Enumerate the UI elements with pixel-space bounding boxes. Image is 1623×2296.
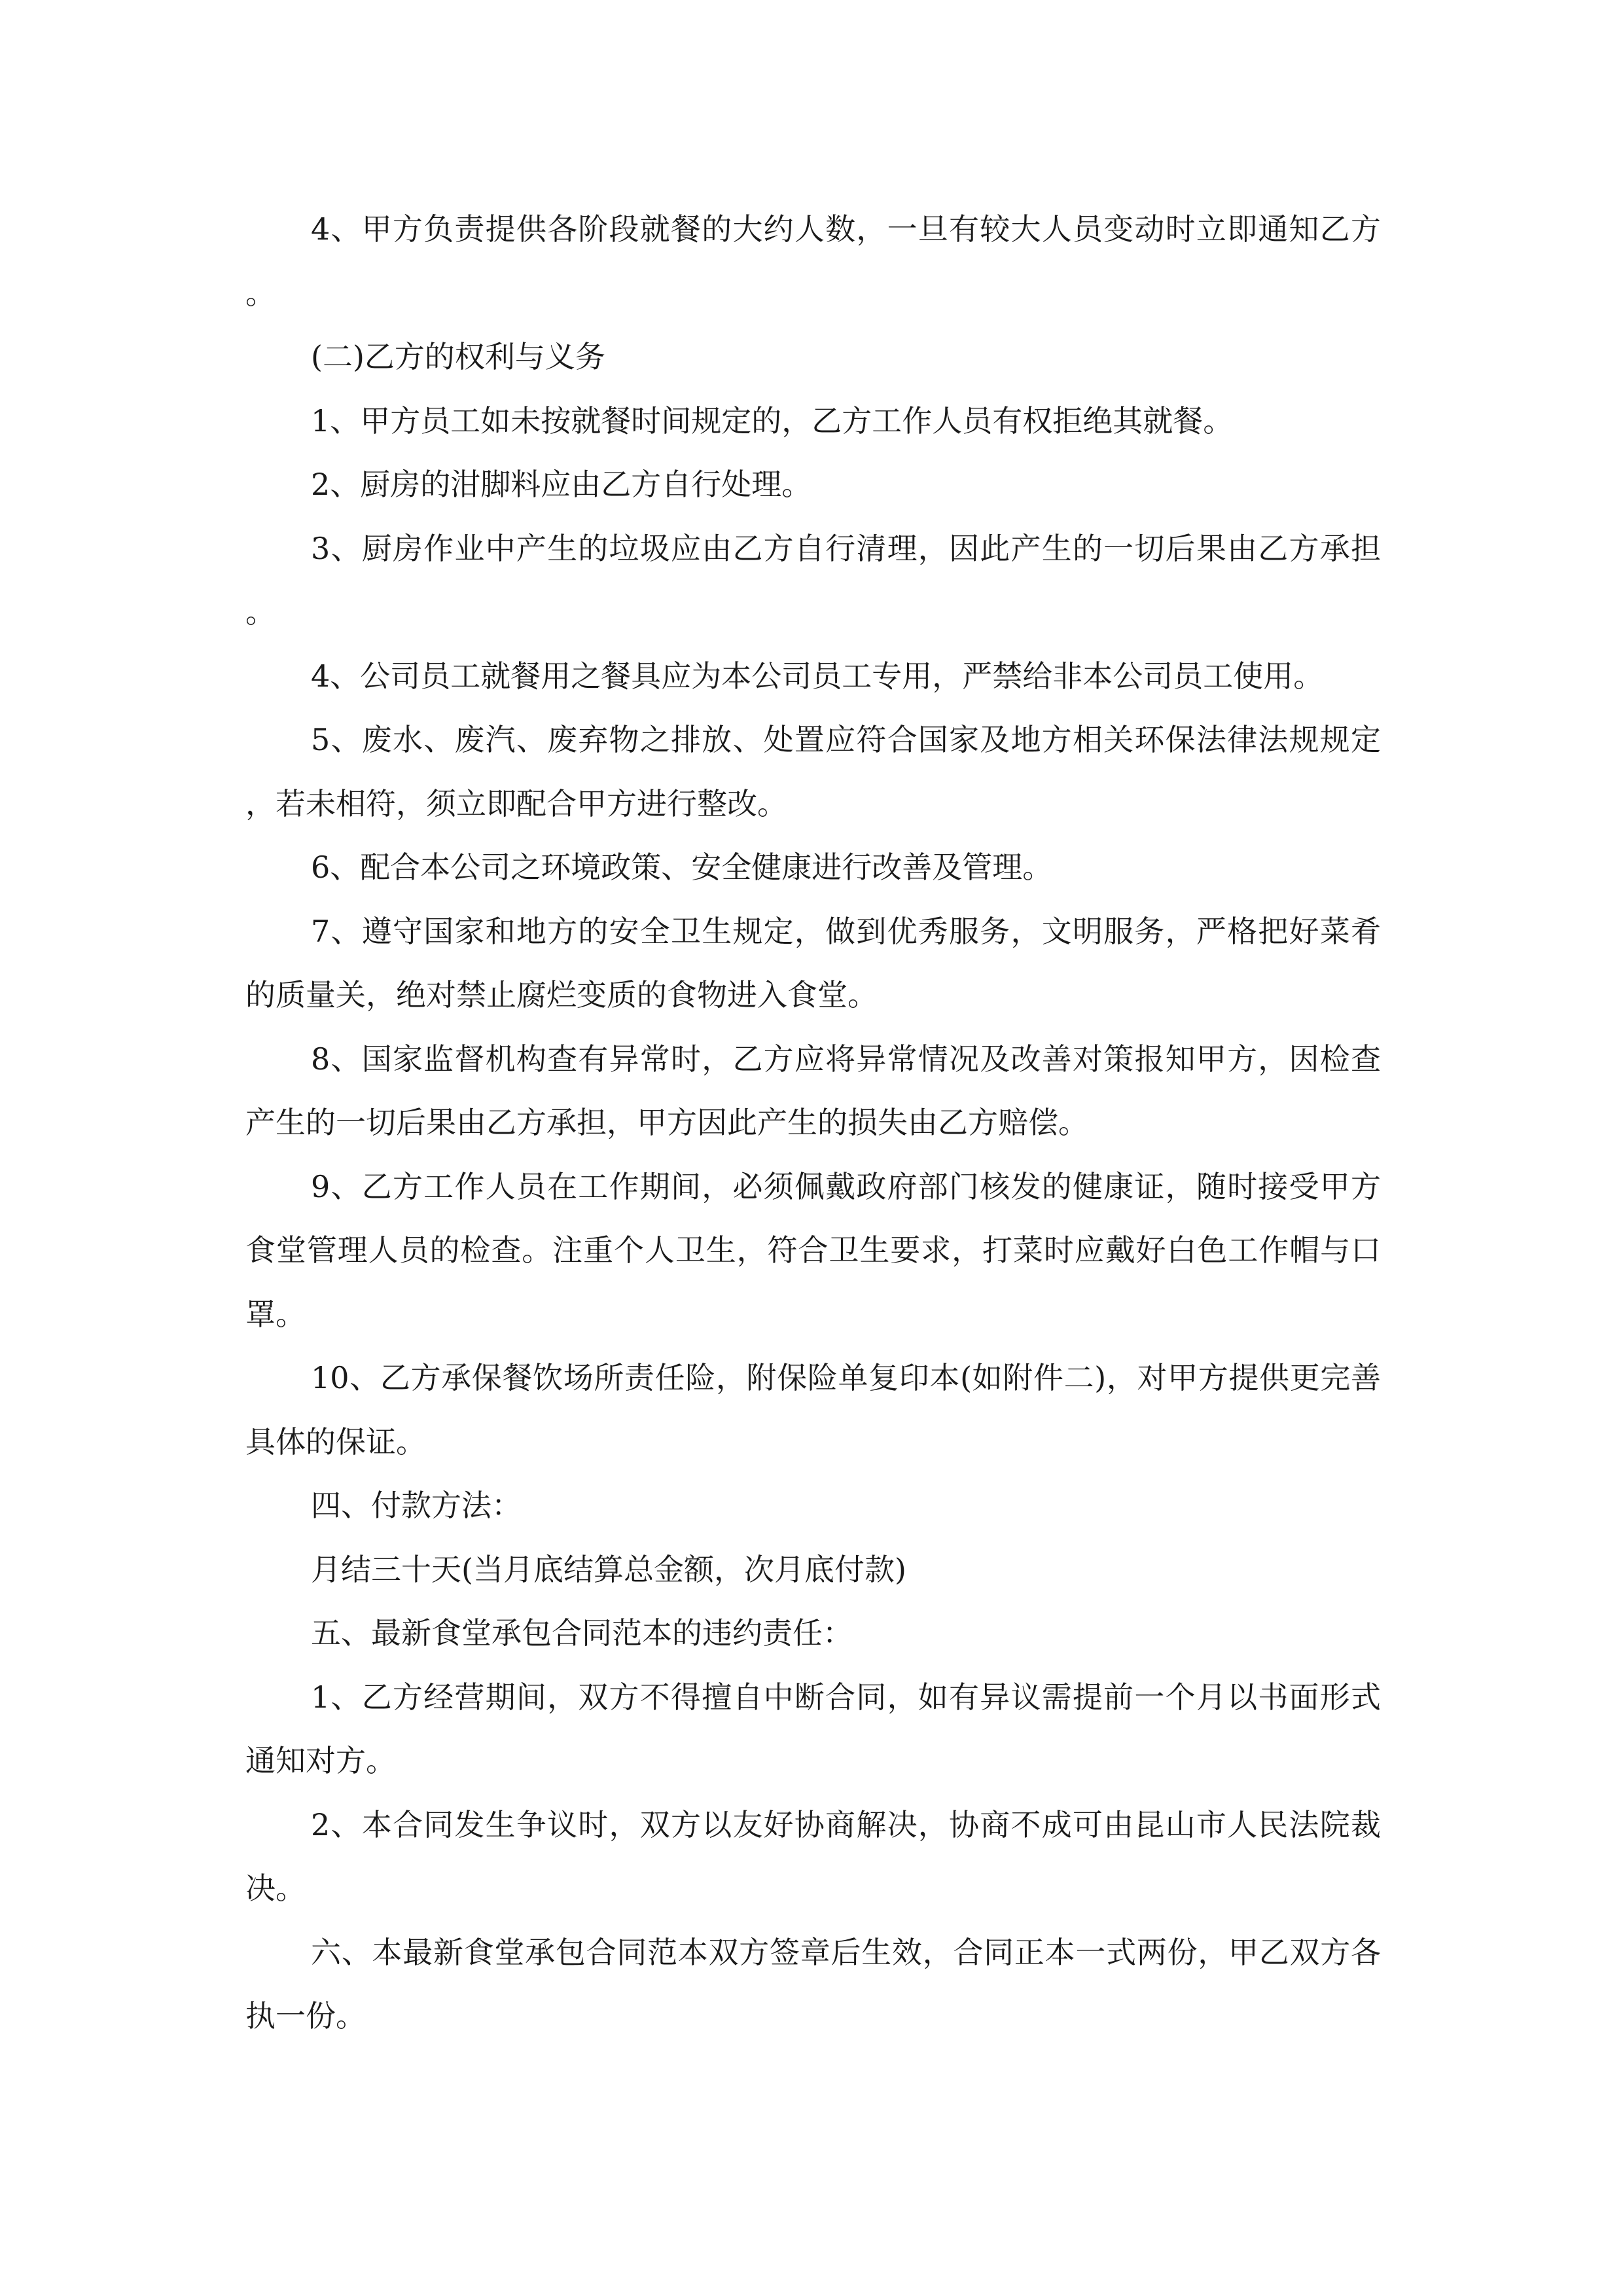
paragraph-environment-policy: 6、配合本公司之环境政策、安全健康进行改善及管理。 (311, 850, 1053, 885)
paragraph-party-a-meal-headcount: 4、甲方负责提供各阶段就餐的大约人数，一旦有较大人员变动时立即通知乙方。 (245, 211, 1381, 311)
document-body (245, 198, 1381, 2049)
paragraph-inspection-liability: 8、国家监督机构查有异常时，乙方应将异常情况及改善对策报知甲方，因检查产生的一切后果由乙方承担，甲方因此产生的损失由乙方赔偿。 (245, 1041, 1381, 1140)
paragraph-garbage-cleanup: 3、厨房作业中产生的垃圾应由乙方自行清理，因此产生的一切后果由乙方承担。 (245, 530, 1381, 630)
paragraph-refuse-late-diners: 1、甲方员工如未按就餐时间规定的，乙方工作人员有权拒绝其就餐。 (311, 403, 1234, 439)
section-heading-breach-liability: 五、最新食堂承包合同范本的违约责任： (311, 1615, 853, 1651)
paragraph-food-safety: 7、遵守国家和地方的安全卫生规定，做到优秀服务，文明服务，严格把好菜肴的质量关，绝对禁止腐烂变质的食物进入食堂。 (245, 913, 1381, 1013)
paragraph-liability-insurance: 10、乙方承保餐饮场所责任险，附保险单复印本(如附件二)，对甲方提供更完善具体的保证。 (245, 1360, 1381, 1460)
paragraph-environmental-compliance: 5、废水、废汽、废弃物之排放、处置应符合国家及地方相关环保法律法规规定，若未相符，须立即配合甲方进行整改。 (245, 722, 1381, 821)
paragraph-dispute-resolution: 2、本合同发生争议时，双方以友好协商解决，协商不成可由昆山市人民法院裁决。 (245, 1806, 1381, 1906)
section-heading-party-b-rights: (二)乙方的权利与义务 (311, 339, 605, 374)
paragraph-payment-terms: 月结三十天(当月底结算总金额，次月底付款) (311, 1551, 906, 1587)
paragraph-health-certificate: 9、乙方工作人员在工作期间，必须佩戴政府部门核发的健康证，随时接受甲方食堂管理人员的检查。注重个人卫生，符合卫生要求，打菜时应戴好白色工作帽与口罩。 (245, 1168, 1381, 1332)
paragraph-contract-effect: 六、本最新食堂承包合同范本双方签章后生效，合同正本一式两份，甲乙双方各执一份。 (245, 1934, 1381, 2034)
paragraph-tableware-use: 4、公司员工就餐用之餐具应为本公司员工专用，严禁给非本公司员工使用。 (311, 658, 1324, 694)
section-heading-payment-method: 四、付款方法： (311, 1488, 522, 1523)
paragraph-contract-termination: 1、乙方经营期间，双方不得擅自中断合同，如有异议需提前一个月以书面形式通知对方。 (245, 1679, 1381, 1778)
paragraph-kitchen-waste-handling: 2、厨房的泔脚料应由乙方自行处理。 (311, 467, 812, 502)
